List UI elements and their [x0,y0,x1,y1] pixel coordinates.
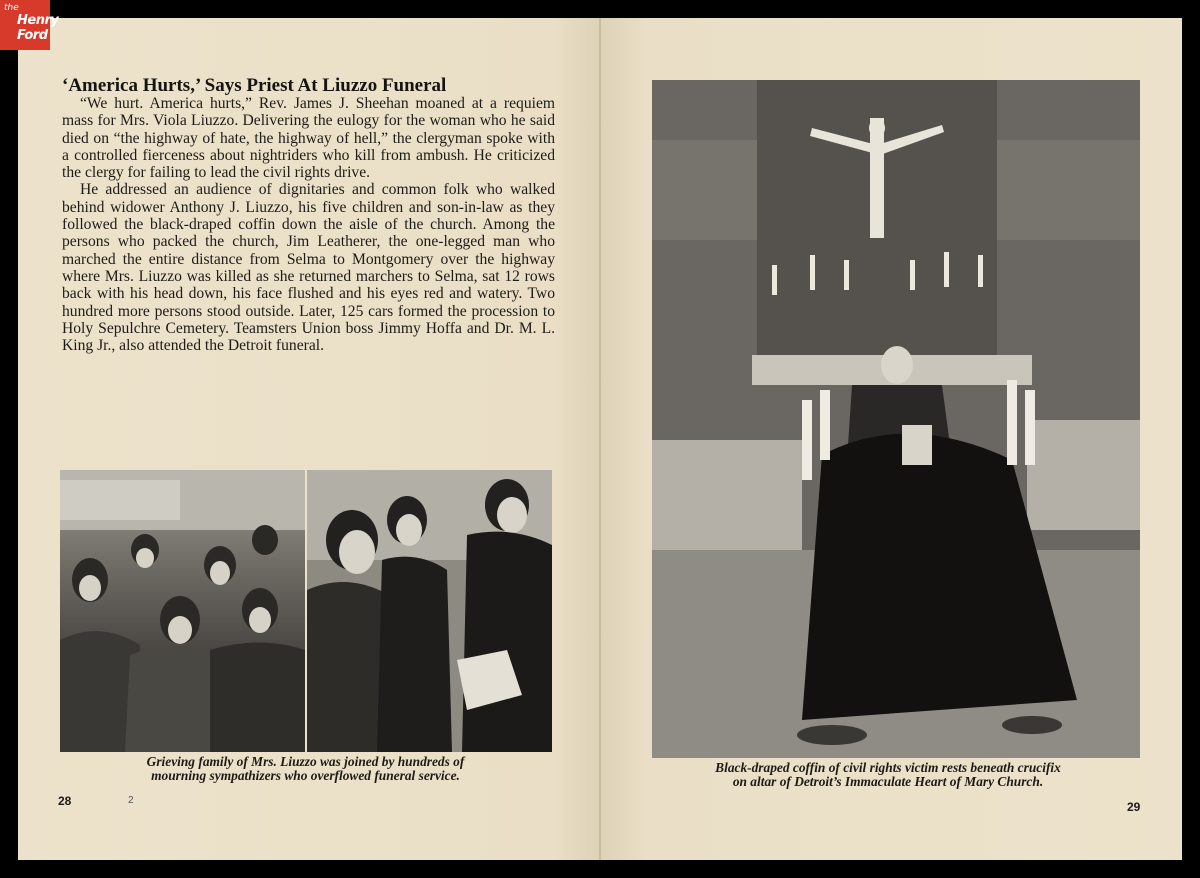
logo-the: the [4,3,19,13]
left-caption-line-2: mourning sympathizers who overflowed funeral service. [151,768,460,783]
article-body [62,95,555,354]
crowd-photo [60,470,305,752]
left-photo-caption [48,755,563,783]
page-gutter [599,18,601,860]
magazine-spread [18,18,1182,860]
left-page-number: 28 [58,794,72,808]
crowd-photo-art [60,470,305,752]
family-photo [307,470,552,752]
right-caption-line-1: Black-draped coffin of civil rights victim rests beneath crucifix [715,760,1061,775]
right-page-number: 29 [1127,800,1141,814]
page-mark: 2 [128,795,134,806]
altar-coffin-photo [652,80,1140,758]
left-caption-line-1: Grieving family of Mrs. Liuzzo was joined by hundreds of [146,754,465,769]
right-photo-caption [628,761,1148,789]
article-headline: ‘America Hurts,’ Says Priest At Liuzzo Funeral [62,75,447,96]
logo-ford: Ford [17,28,48,43]
family-photo-art [307,470,552,752]
altar-photo-art [652,80,1140,758]
article-paragraph-1: “We hurt. America hurts,” Rev. James J. Sheehan moaned at a requiem mass for Mrs. Viola Liuzzo. Delivering the eulogy for the woman who he said died on “the highway of hate, the highway of hell,” the clergyman spoke with a controlled fierceness about nightriders who kill from ambush. He criticized the clergy for failing to lead the civil rights drive. [62,95,555,182]
article-paragraph-2: He addressed an audience of dignitaries and common folk who walked behind widower Anthony J. Liuzzo, his five children and son-in-law as they followed the black-draped coffin down the aisle of the church. Among the persons who packed the church, Jim Leatherer, the one-legged man who marched the entire distance from Selma to Montgomery over the highway where Mrs. Liuzzo was killed as she returned marchers to Selma, sat 12 rows back with his head down, his face flushed and his eyes red and watery. Two hundred more persons stood outside. Later, 125 cars formed the procession to Holy Sepulchre Cemetery. Teamsters Union boss Jimmy Hoffa and Dr. M. L. King Jr., also attended the Detroit funeral. [62,181,555,355]
logo-henry: Henry [17,13,59,28]
right-caption-line-2: on altar of Detroit’s Immaculate Heart of Mary Church. [732,774,1044,789]
henry-ford-logo [0,0,59,50]
